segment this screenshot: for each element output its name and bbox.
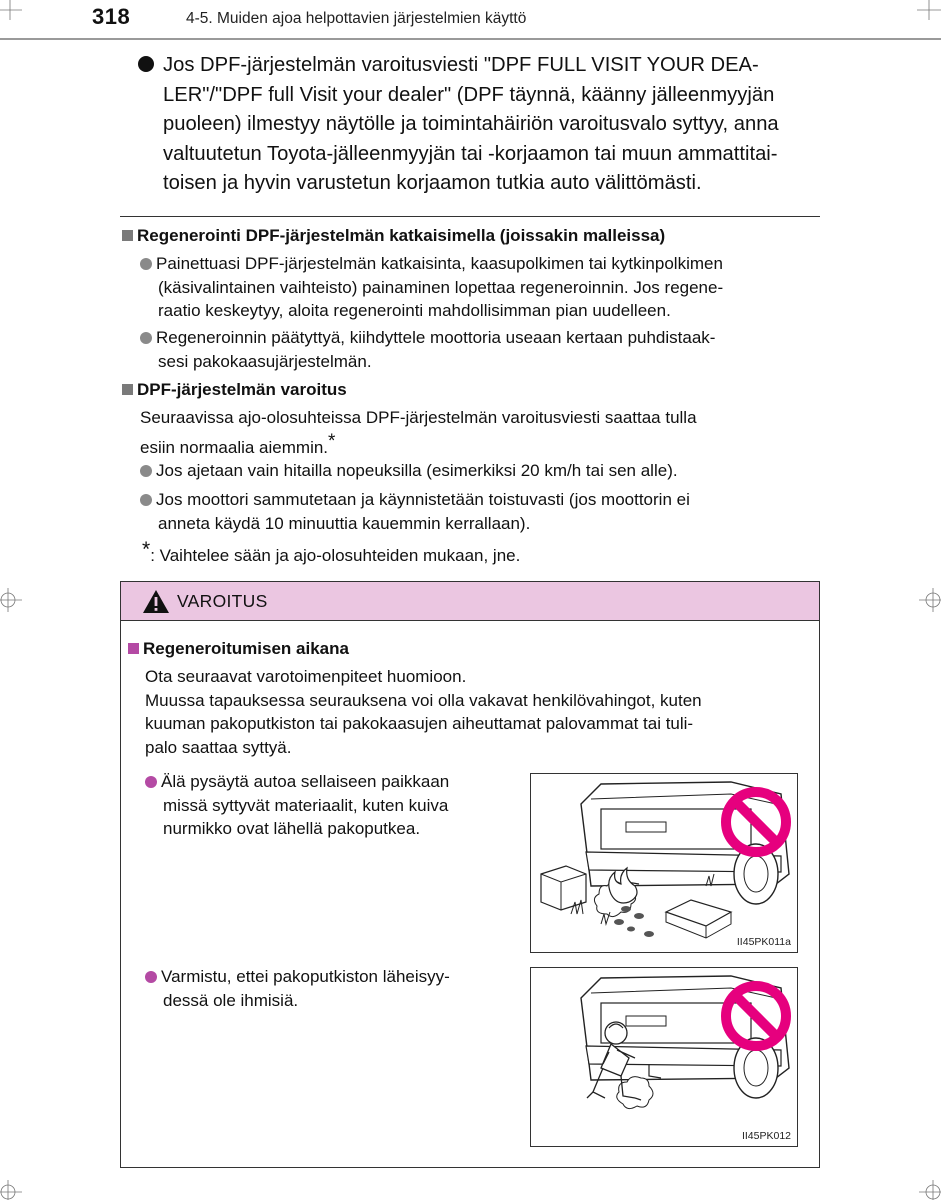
caution-title: VAROITUS bbox=[177, 591, 268, 611]
bullet-dot bbox=[140, 465, 152, 477]
warning-triangle-icon bbox=[142, 589, 170, 619]
intro-line-2: LER"/"DPF full Visit your dealer" (DPF täynnä, käänny jälleenmyyjän bbox=[163, 83, 775, 106]
truck-grass-illustration bbox=[531, 774, 797, 952]
crop-mark-left-bottom bbox=[0, 1180, 24, 1200]
caution-box bbox=[120, 581, 820, 1168]
dpf-warning-intro: Seuraavissa ajo-olosuhteissa DPF-järjestelmän varoitusviesti saattaa tulla esiin normaalia aiemmin.* bbox=[140, 408, 697, 457]
regen-bullet-2: Regeneroinnin päätyttyä, kiihdyttele moottoria useaan kertaan puhdistaak- sesi pakokaasujärjestelmän. bbox=[140, 326, 820, 373]
regen-heading: Regenerointi DPF-järjestelmän katkaisimella (joissakin malleissa) bbox=[122, 226, 665, 246]
figure-caption: II45PK012 bbox=[741, 1130, 791, 1142]
intro-line-5: toisen ja hyvin varustetun korjaamon tutkia auto välittömästi. bbox=[163, 172, 702, 194]
bullet-dot bbox=[145, 971, 157, 983]
caution-item-1: Älä pysäytä autoa sellaiseen paikkaan missä syttyvät materiaalit, kuten kuiva nurmikko ovat lähellä pakoputkea. bbox=[145, 770, 511, 841]
intro-line-3: puoleen) ilmestyy näytölle ja toimintahäiriön varoitusvalo syttyy, anna bbox=[163, 113, 779, 135]
crop-mark-right-mid bbox=[917, 588, 941, 612]
crop-mark-right-top bbox=[915, 0, 941, 22]
caution-subheading: Regeneroitumisen aikana bbox=[128, 639, 349, 659]
figure-caption: II45PK011a bbox=[736, 936, 791, 948]
regen-bullet-1: Painettuasi DPF-järjestelmän katkaisinta, kaasupolkimen tai kytkinpolkimen (käsivalintainen vaihteisto) painaminen lopettaa regeneroinnin. Jos regene- raatio keskeytyy, aloita regenerointi mahdollisimman pian uudelleen. bbox=[140, 252, 820, 323]
bullet-dot bbox=[145, 776, 157, 788]
figure-flammable-materials bbox=[530, 773, 798, 953]
dpf-warning-bullet-2: Jos moottori sammutetaan ja käynnistetään toistuvasti (jos moottorin ei anneta käydä 10 minuuttia kauemmin kerrallaan). bbox=[140, 488, 820, 535]
figure-people-near-exhaust bbox=[530, 967, 798, 1147]
truck-person-illustration bbox=[531, 968, 797, 1146]
intro-line-4: valtuutetun Toyota-jälleenmyyjän tai -korjaamon tai muun ammattitai- bbox=[163, 142, 778, 165]
footnote: *: Vaihtelee sään ja ajo-olosuhteiden mukaan, jne. bbox=[142, 538, 521, 565]
bullet-dot bbox=[138, 56, 154, 72]
caution-item-2: Varmistu, ettei pakoputkiston läheisyy- dessä ole ihmisiä. bbox=[145, 965, 511, 1012]
divider-rule bbox=[120, 216, 820, 217]
page-number: 318 bbox=[92, 4, 131, 29]
header-rule bbox=[0, 38, 941, 40]
intro-bullet bbox=[138, 51, 816, 199]
heading-square-icon bbox=[122, 384, 133, 395]
crop-mark-left-top bbox=[0, 0, 30, 22]
bullet-dot bbox=[140, 258, 152, 270]
section-title: 4-5. Muiden ajoa helpottavien järjestelmien käyttö bbox=[186, 10, 527, 27]
heading-square-icon bbox=[122, 230, 133, 241]
caution-header bbox=[121, 582, 819, 621]
intro-line-1: Jos DPF-järjestelmän varoitusviesti "DPF FULL VISIT YOUR DEA- bbox=[163, 54, 759, 76]
crop-mark-right-bottom bbox=[917, 1180, 941, 1200]
bullet-dot bbox=[140, 332, 152, 344]
heading-square-icon bbox=[128, 643, 139, 654]
crop-mark-left-mid bbox=[0, 588, 24, 612]
caution-text: Ota seuraavat varotoimenpiteet huomioon. Muussa tapauksessa seurauksena voi olla vakavat henkilövahingot, kuten kuuman pakoputkiston tai pakokaasujen aiheuttamat palovammat tai tuli- palo saattaa syttyä. bbox=[145, 667, 702, 757]
dpf-warning-bullet-1: Jos ajetaan vain hitailla nopeuksilla (esimerkiksi 20 km/h tai sen alle). bbox=[140, 459, 820, 483]
dpf-warning-heading: DPF-järjestelmän varoitus bbox=[122, 380, 347, 400]
bullet-dot bbox=[140, 494, 152, 506]
